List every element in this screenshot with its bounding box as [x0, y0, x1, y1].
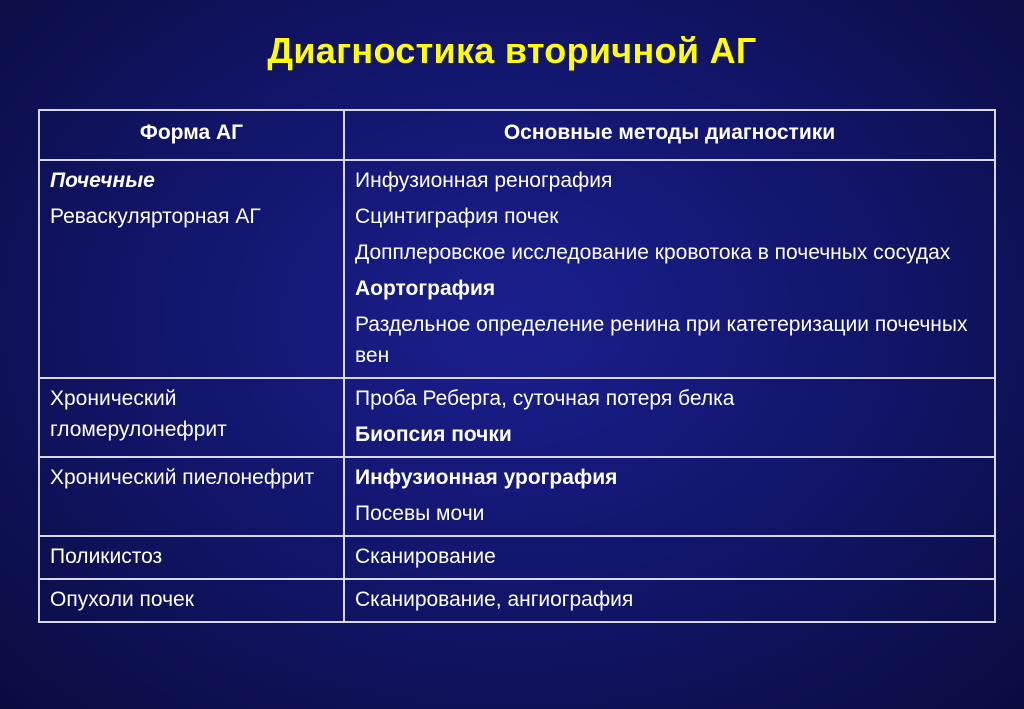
- form-text: Опухоли почек: [50, 588, 194, 611]
- table-row: [39, 378, 995, 457]
- method-text: Биопсия почки: [355, 423, 512, 446]
- method-text: Сканирование, ангиография: [355, 588, 634, 611]
- methods-cell: [344, 378, 995, 457]
- table-row: [39, 536, 995, 579]
- form-text: Поликистоз: [50, 545, 163, 568]
- table-header-row: [39, 110, 995, 160]
- methods-cell: [344, 536, 995, 579]
- method-text: Раздельное определение ренина при катетеризации почечных вен: [355, 313, 968, 367]
- form-text: Реваскулярторная АГ: [50, 205, 261, 228]
- method-text: Инфузионная урография: [355, 466, 618, 489]
- form-text: Хронический пиелонефрит: [50, 466, 315, 489]
- form-cell: [39, 536, 344, 579]
- method-text: Сканирование: [355, 545, 496, 568]
- method-text: Сцинтиграфия почек: [355, 205, 559, 228]
- method-text: Допплеровское исследование кровотока в почечных сосудах: [355, 241, 951, 264]
- methods-cell: [344, 160, 995, 378]
- form-cell: [39, 579, 344, 622]
- method-text: Посевы мочи: [355, 502, 485, 525]
- table-row: [39, 160, 995, 378]
- form-cell: [39, 160, 344, 378]
- method-text: Проба Реберга, суточная потеря белка: [355, 387, 735, 410]
- column-header-methods: Основные методы диагностики: [344, 110, 995, 160]
- methods-cell: [344, 579, 995, 622]
- diagnostics-table: [38, 109, 996, 623]
- form-text: Хронический гломерулонефрит: [50, 387, 227, 441]
- method-text: Инфузионная ренография: [355, 169, 613, 192]
- page-title: Диагностика вторичной АГ: [267, 30, 757, 71]
- form-cell: [39, 457, 344, 536]
- table-row: [39, 457, 995, 536]
- method-text: Аортография: [355, 277, 496, 300]
- table-row: [39, 579, 995, 622]
- form-text: Почечные: [50, 169, 155, 192]
- column-header-form: Форма АГ: [39, 110, 344, 160]
- form-cell: [39, 378, 344, 457]
- methods-cell: [344, 457, 995, 536]
